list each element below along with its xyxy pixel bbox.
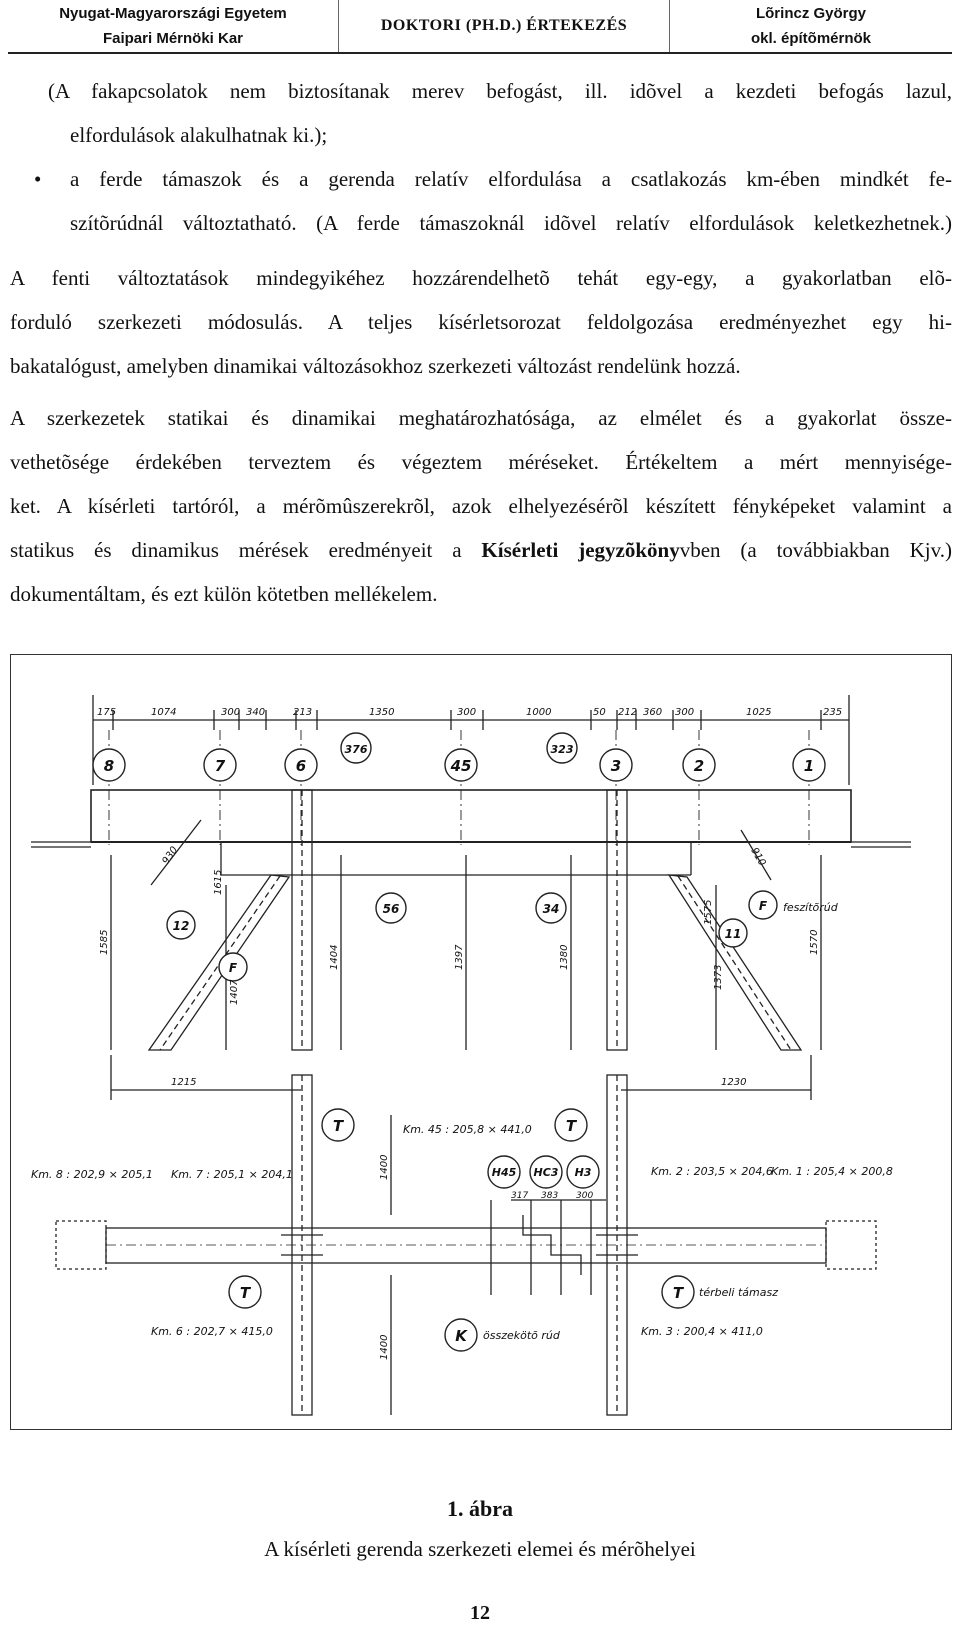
figure-caption: A kísérleti gerenda szerkezeti elemei és mérõhelyei	[264, 1537, 696, 1561]
header-institution	[8, 0, 339, 52]
dim-text: 1350	[369, 707, 395, 718]
text-line: (A fakapcsolatok nem biztosítanak merev befogást, ill. idõvel a kezdeti befogás lazul,	[48, 79, 952, 103]
text-line: bakatalógust, amelyben dinamikai változásokhoz szerkezeti változást rendelünk hozzá.	[10, 354, 741, 378]
bold-term: Kísérleti jegyzõköny	[481, 538, 680, 562]
text-line: A fenti változtatások mindegyikéhez hozzárendelhetõ tehát egy-egy, a gyakorlatban elõ-	[10, 266, 952, 290]
cross-section-text: Km. 2 : 203,5 × 204,6	[651, 1165, 773, 1178]
point-label: 2	[693, 757, 705, 775]
sensor-label: H45	[491, 1166, 517, 1179]
dim-text: 213	[293, 707, 313, 718]
sensor-label: HC3	[533, 1166, 559, 1179]
dim-text: 317	[511, 1191, 529, 1201]
bullet-dot: •	[34, 167, 42, 191]
sensor-label: H3	[574, 1166, 592, 1179]
header-university: Nyugat-Magyarországi Egyetem	[59, 5, 287, 22]
text-line: vethetõsége érdekében terveztem és végeztem méréseket. Értékeltem a mért mennyisége-	[10, 450, 952, 474]
dim-text: 1404	[329, 944, 340, 970]
annotation-text: térbeli támasz	[699, 1286, 778, 1299]
dim-text: 1575	[703, 899, 714, 925]
dim-text: 300	[675, 707, 695, 718]
dim-text: 1230	[721, 1077, 747, 1088]
dim-text: 910	[748, 846, 768, 869]
dim-text: 1570	[809, 929, 820, 955]
plan-label: T	[672, 1284, 684, 1302]
body-text	[10, 69, 952, 245]
cross-section-text: Km. 8 : 202,9 × 205,1	[31, 1168, 153, 1181]
plan-label: T	[239, 1284, 251, 1302]
dim-text: 1373	[713, 964, 724, 990]
dim-text: 1585	[99, 929, 110, 955]
dim-text: 1397	[454, 944, 465, 970]
text-segment: vben (a továbbiakban Kjv.)	[679, 538, 952, 562]
point-label: 376	[344, 743, 368, 756]
header-author-name: Lõrincz György	[755, 5, 867, 22]
point-label: 11	[724, 927, 742, 941]
dim-text: 212	[618, 707, 638, 718]
dim-text: 1025	[746, 707, 772, 718]
point-label: 3	[610, 757, 622, 775]
point-label: 45	[450, 757, 472, 775]
text-line: forduló szerkezeti módosulás. A teljes kísérletsorozat feldolgozása eredményezhet egy hi-	[10, 310, 952, 334]
dim-text: 1074	[151, 707, 177, 718]
annotation-text: összekötõ rúd	[483, 1329, 560, 1342]
dim-text: 300	[576, 1191, 594, 1201]
point-label: 323	[550, 743, 574, 756]
dim-text: 1400	[379, 1154, 390, 1180]
point-label: 34	[542, 902, 560, 916]
header-author-title: okl. építõmérnök	[750, 30, 872, 47]
header-faculty: Faipari Mérnöki Kar	[102, 30, 244, 47]
dim-text: 300	[221, 707, 241, 718]
cross-section-text: Km. 1 : 205,4 × 200,8	[771, 1165, 893, 1178]
text-line: elfordulások alakulhatnak ki.);	[70, 123, 328, 147]
point-label: 56	[382, 902, 400, 916]
header-center-text: DOKTORI (PH.D.) ÉRTEKEZÉS	[380, 17, 628, 34]
dim-text: 340	[246, 707, 266, 718]
dim-text: 383	[541, 1191, 559, 1201]
page-number: 12	[470, 1602, 490, 1624]
point-label: 12	[172, 919, 190, 933]
point-label: 6	[295, 757, 307, 775]
bullet-text: a ferde támaszok és a gerenda relatív elfordulása a csatlakozás km-ében mindkét fe-	[70, 167, 952, 191]
cross-section-text: Km. 45 : 205,8 × 441,0	[403, 1123, 532, 1136]
dim-text: 1380	[559, 944, 570, 970]
text-line: ket. A kísérleti tartóról, a mérõmûszerekrõl, azok elhelyezésérõl készített fényképeket valamint a	[10, 494, 952, 518]
dim-text: 1400	[379, 1334, 390, 1360]
text-line: dokumentáltam, és ezt külön kötetben mellékelem.	[10, 582, 438, 606]
text-line: A szerkezetek statikai és dinamikai meghatározhatósága, az elmélet és a gyakorlat össze-	[10, 406, 952, 430]
point-label: F	[228, 961, 238, 975]
dim-text: 1615	[213, 869, 224, 895]
page-header	[8, 0, 952, 54]
text-line	[10, 528, 952, 572]
point-label: 8	[103, 757, 115, 775]
dim-text: 175	[97, 707, 117, 718]
dim-text: 930	[160, 844, 181, 867]
point-label: F	[758, 899, 768, 913]
point-label: 7	[214, 757, 226, 775]
text-line: szítõrúdnál változtatható. (A ferde támaszoknál idõvel relatív elfordulások keletkezhetnek.)	[70, 211, 952, 235]
plan-label: T	[332, 1117, 344, 1135]
dim-text: 1000	[526, 707, 552, 718]
dim-text: 235	[823, 707, 843, 718]
text-segment: statikus és dinamikus mérések eredményeit a	[10, 538, 482, 562]
annotation-text: feszítõrúd	[783, 901, 838, 914]
structural-drawing	[11, 655, 951, 1429]
figure-drawing	[10, 654, 952, 1430]
plan-label: T	[565, 1117, 577, 1135]
dim-text: 1215	[171, 1077, 197, 1088]
dim-text: 360	[643, 707, 663, 718]
cross-section-text: Km. 3 : 200,4 × 411,0	[641, 1325, 763, 1338]
dim-text: 300	[457, 707, 477, 718]
header-author	[670, 0, 952, 52]
point-label: 1	[803, 757, 815, 775]
figure-title: 1. ábra	[447, 1496, 513, 1521]
dim-text: 50	[593, 707, 606, 718]
cross-section-text: Km. 7 : 205,1 × 204,1	[171, 1168, 293, 1181]
paragraph-1	[10, 256, 952, 388]
cross-section-text: Km. 6 : 202,7 × 415,0	[151, 1325, 273, 1338]
paragraph-2	[10, 396, 952, 616]
header-document-type	[339, 0, 670, 52]
plan-label: K	[455, 1327, 467, 1345]
dim-text: 1407	[229, 979, 240, 1005]
bullet-line	[10, 157, 952, 201]
